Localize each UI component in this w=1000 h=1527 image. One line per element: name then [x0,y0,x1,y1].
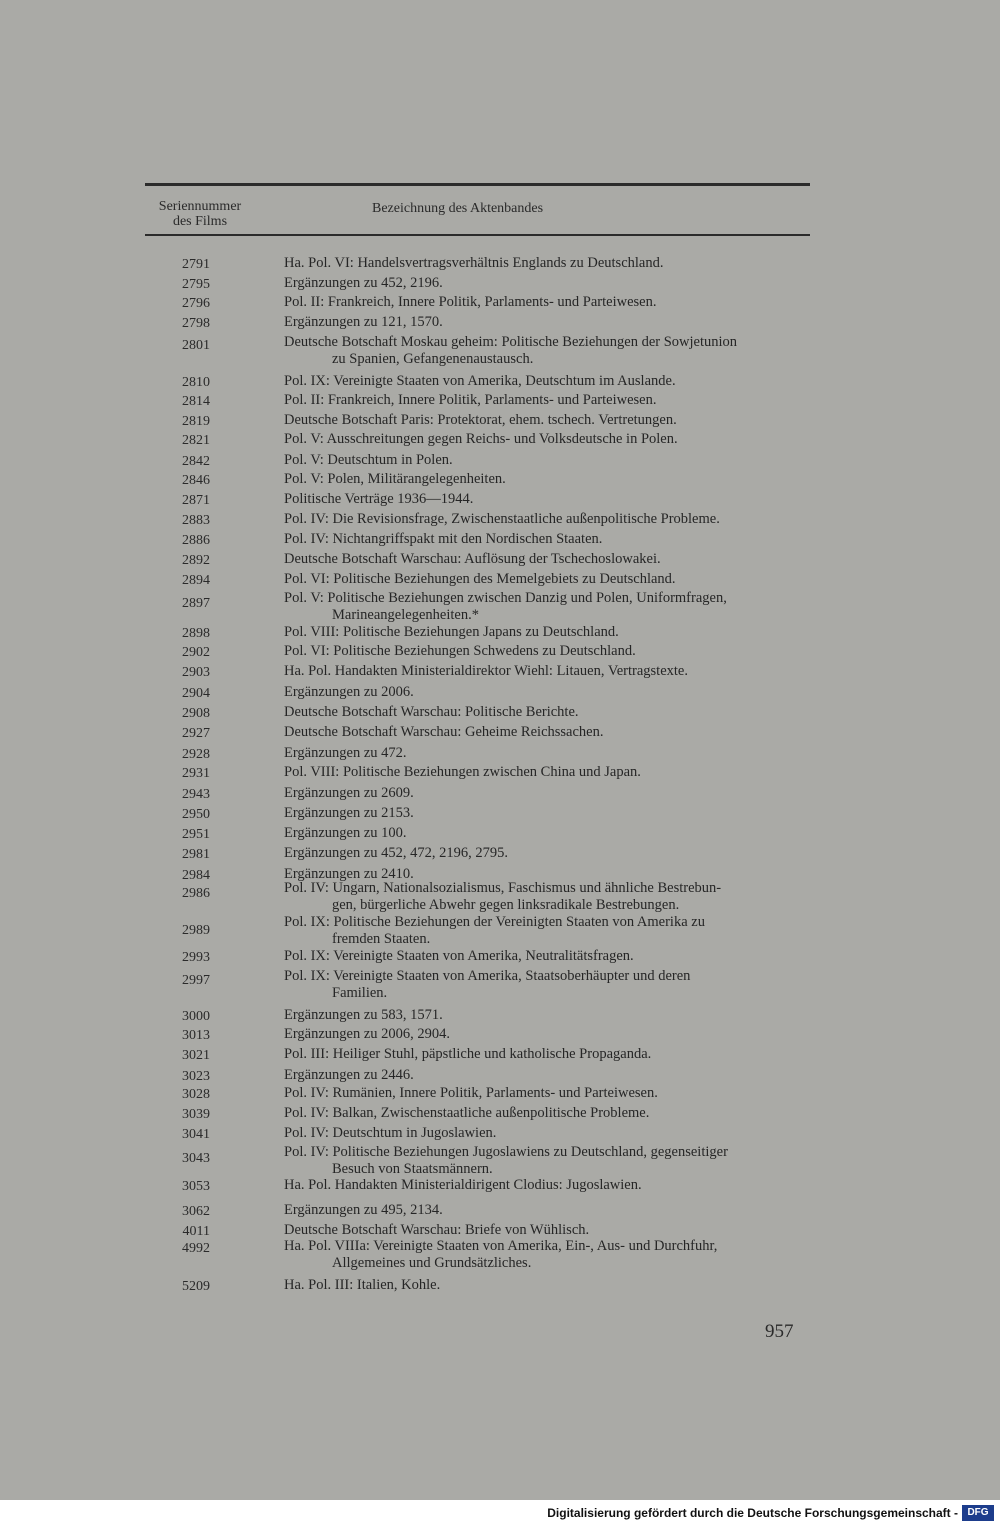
volume-description-text: Deutsche Botschaft Paris: Protektorat, ehem. tschech. Vertretungen. [284,412,677,428]
volume-description [284,452,810,469]
volume-description-continuation: Familien. [332,985,388,1001]
volume-description-text: Pol. V: Ausschreitungen gegen Reichs- und Volksdeutsche in Polen. [284,431,678,447]
volume-description-text: Ergänzungen zu 2410. [284,866,414,882]
volume-description [284,571,810,588]
volume-description-text: Pol. IV: Ungarn, Nationalsozialismus, Faschismus und ähnliche Bestrebun- [284,880,722,896]
film-serial-number: 2984 [182,868,210,883]
film-serial-number: 2927 [182,726,210,741]
volume-description-text: Ha. Pol. Handakten Ministerialdirigent Clodius: Jugoslawien. [284,1177,642,1193]
volume-description-text: Pol. III: Heiliger Stuhl, päpstliche und katholische Propaganda. [284,1046,652,1062]
volume-description-text: Ergänzungen zu 2446. [284,1067,414,1083]
digitization-footer [0,1500,1000,1527]
volume-description [284,590,810,624]
volume-description [284,764,810,781]
volume-description [284,1046,810,1063]
dfg-logo: DFG [962,1505,994,1521]
volume-description [284,1085,810,1102]
volume-description [284,624,810,641]
film-serial-number: 3000 [182,1009,210,1024]
volume-description-text: Deutsche Botschaft Warschau: Auflösung der Tschechoslowakei. [284,551,661,567]
volume-description-text: Deutsche Botschaft Warschau: Briefe von Wühlisch. [284,1222,590,1238]
volume-description-text: Ha. Pol. VI: Handelsvertragsverhältnis Englands zu Deutschland. [284,255,664,271]
volume-description [284,880,810,914]
volume-description [284,491,810,508]
volume-description-text: Ergänzungen zu 472. [284,745,407,761]
volume-description [284,1105,810,1122]
film-serial-number: 2902 [182,645,210,660]
volume-description-text: Ergänzungen zu 2153. [284,805,414,821]
volume-description-text: Politische Verträge 1936—1944. [284,491,474,507]
film-serial-number: 3041 [182,1127,210,1142]
film-serial-number: 5209 [182,1279,210,1294]
volume-description-text: Ergänzungen zu 100. [284,825,407,841]
film-serial-number: 2993 [182,950,210,965]
volume-description-text: Pol. V: Politische Beziehungen zwischen Danzig und Polen, Uniformfragen, [284,590,727,606]
film-serial-number: 2814 [182,394,210,409]
volume-description [284,1026,810,1043]
film-serial-number: 3013 [182,1028,210,1043]
film-serial-number: 2810 [182,375,210,390]
column-header-description: Bezeichnung des Aktenbandes [372,201,544,216]
volume-description-text: Deutsche Botschaft Warschau: Geheime Reichssachen. [284,724,604,740]
film-serial-number: 2981 [182,847,210,862]
volume-description [284,1144,810,1178]
volume-description-text: Pol. VI: Politische Beziehungen Schwedens zu Deutschland. [284,643,636,659]
volume-description [284,1277,810,1294]
volume-description [284,745,810,762]
column-header-serial-line2: des Films [172,214,228,229]
volume-description-text: Pol. IV: Rumänien, Innere Politik, Parlaments- und Parteiwesen. [284,1085,658,1101]
volume-description [284,845,810,862]
volume-description [284,1177,810,1194]
volume-description-text: Ergänzungen zu 452, 472, 2196, 2795. [284,845,509,861]
volume-description-text: Pol. V: Deutschtum in Polen. [284,452,453,468]
film-serial-number: 2883 [182,513,210,528]
film-serial-number: 3021 [182,1048,210,1063]
film-serial-number: 2931 [182,766,210,781]
volume-description [284,684,810,701]
film-serial-number: 2928 [182,747,210,762]
film-serial-number: 2886 [182,533,210,548]
volume-description-text: Ergänzungen zu 2006, 2904. [284,1026,451,1042]
film-serial-number: 3028 [182,1087,210,1102]
volume-description-text: Ergänzungen zu 495, 2134. [284,1202,443,1218]
volume-description [284,531,810,548]
volume-description-text: Pol. IX: Vereinigte Staaten von Amerika, Neutralitätsfragen. [284,948,634,964]
volume-description-text: Ergänzungen zu 452, 2196. [284,275,443,291]
volume-description-continuation: Allgemeines und Grundsätzliches. [332,1255,532,1271]
film-serial-number: 2791 [182,257,210,272]
volume-description-continuation: Besuch von Staatsmännern. [332,1161,493,1177]
volume-description [284,511,810,528]
volume-description-text: Pol. II: Frankreich, Innere Politik, Parlaments- und Parteiwesen. [284,294,657,310]
film-serial-number: 2989 [182,923,210,938]
film-serial-number: 3039 [182,1107,210,1122]
film-serial-number: 2846 [182,473,210,488]
volume-description [284,724,810,741]
volume-description-continuation: fremden Staaten. [332,931,431,947]
volume-description-text: Pol. VIII: Politische Beziehungen Japans zu Deutschland. [284,624,619,640]
volume-description [284,1222,810,1239]
volume-description-text: Pol. IV: Politische Beziehungen Jugoslawiens zu Deutschland, gegenseitiger [284,1144,728,1160]
film-serial-number: 2898 [182,626,210,641]
volume-description-continuation: Marineangelegenheiten.* [332,607,479,623]
film-serial-number: 2798 [182,316,210,331]
volume-description-text: Ha. Pol. III: Italien, Kohle. [284,1277,441,1293]
volume-description [284,643,810,660]
volume-description [284,1238,810,1272]
volume-description-text: Ergänzungen zu 2006. [284,684,414,700]
volume-description [284,805,810,822]
volume-description [284,471,810,488]
film-serial-number: 2908 [182,706,210,721]
page-number: 957 [765,1321,794,1342]
film-serial-number: 2986 [182,886,210,901]
volume-description-text: Pol. IX: Vereinigte Staaten von Amerika, Deutschtum im Auslande. [284,373,676,389]
film-serial-number: 2796 [182,296,210,311]
film-serial-number: 2951 [182,827,210,842]
film-serial-number: 4992 [182,1241,210,1256]
volume-description-text: Ergänzungen zu 121, 1570. [284,314,443,330]
volume-description-text: Deutsche Botschaft Moskau geheim: Politische Beziehungen der Sowjetunion [284,334,738,350]
film-serial-number: 2795 [182,277,210,292]
film-serial-number: 2904 [182,686,210,701]
volume-description-text: Pol. IX: Vereinigte Staaten von Amerika, Staatsoberhäupter und deren [284,968,691,984]
volume-description [284,1202,810,1219]
film-serial-number: 2950 [182,807,210,822]
volume-description-text: Pol. IV: Die Revisionsfrage, Zwischenstaatliche außenpolitische Probleme. [284,511,720,527]
volume-description-continuation: gen, bürgerliche Abwehr gegen linksradikale Bestrebungen. [332,897,680,913]
film-serial-number: 4011 [182,1224,210,1239]
column-header-serial-line1: Seriennummer [158,199,242,214]
volume-description [284,914,810,948]
film-serial-number: 3053 [182,1179,210,1194]
volume-description-text: Pol. IV: Balkan, Zwischenstaatliche außenpolitische Probleme. [284,1105,650,1121]
volume-description [284,1125,810,1142]
volume-description-text: Pol. IV: Nichtangriffspakt mit den Nordischen Staaten. [284,531,603,547]
film-serial-number: 2894 [182,573,210,588]
film-serial-number: 2903 [182,665,210,680]
volume-description-text: Ha. Pol. VIIIa: Vereinigte Staaten von Amerika, Ein-, Aus- und Durchfuhr, [284,1238,718,1254]
film-serial-number: 3062 [182,1204,210,1219]
film-serial-number: 2801 [182,338,210,353]
volume-description [284,314,810,331]
volume-description [284,1007,810,1024]
volume-description-text: Pol. VIII: Politische Beziehungen zwischen China und Japan. [284,764,641,780]
volume-description [284,968,810,1002]
film-serial-number: 2821 [182,433,210,448]
volume-description-text: Ergänzungen zu 583, 1571. [284,1007,443,1023]
film-serial-number: 2842 [182,454,210,469]
volume-description [284,334,810,368]
film-serial-number: 3043 [182,1151,210,1166]
volume-description [284,1067,810,1084]
volume-description [284,373,810,390]
volume-description-text: Ergänzungen zu 2609. [284,785,414,801]
volume-description [284,551,810,568]
volume-description [284,412,810,429]
volume-description-text: Pol. IV: Deutschtum in Jugoslawien. [284,1125,497,1141]
film-serial-number: 2943 [182,787,210,802]
film-serial-number: 2819 [182,414,210,429]
volume-description-continuation: zu Spanien, Gefangenenaustausch. [332,351,534,367]
volume-description [284,663,810,680]
volume-description-text: Ha. Pol. Handakten Ministerialdirektor Wiehl: Litauen, Vertragstexte. [284,663,688,679]
volume-description-text: Pol. VI: Politische Beziehungen des Memelgebiets zu Deutschland. [284,571,676,587]
volume-description [284,948,810,965]
film-serial-number: 2892 [182,553,210,568]
volume-description [284,275,810,292]
volume-description [284,294,810,311]
volume-description [284,392,810,409]
volume-description [284,825,810,842]
volume-description [284,431,810,448]
volume-description [284,785,810,802]
film-serial-number: 2997 [182,973,210,988]
film-serial-number: 2871 [182,493,210,508]
volume-description [284,704,810,721]
film-serial-number: 2897 [182,596,210,611]
volume-description [284,255,810,272]
footer-credit: Digitalisierung gefördert durch die Deutsche Forschungsgemeinschaft - [547,1506,958,1520]
film-serial-number: 3023 [182,1069,210,1084]
volume-description-text: Pol. II: Frankreich, Innere Politik, Parlaments- und Parteiwesen. [284,392,657,408]
volume-description-text: Deutsche Botschaft Warschau: Politische Berichte. [284,704,579,720]
volume-description-text: Pol. V: Polen, Militärangelegenheiten. [284,471,506,487]
volume-description-text: Pol. IX: Politische Beziehungen der Vereinigten Staaten von Amerika zu [284,914,705,930]
